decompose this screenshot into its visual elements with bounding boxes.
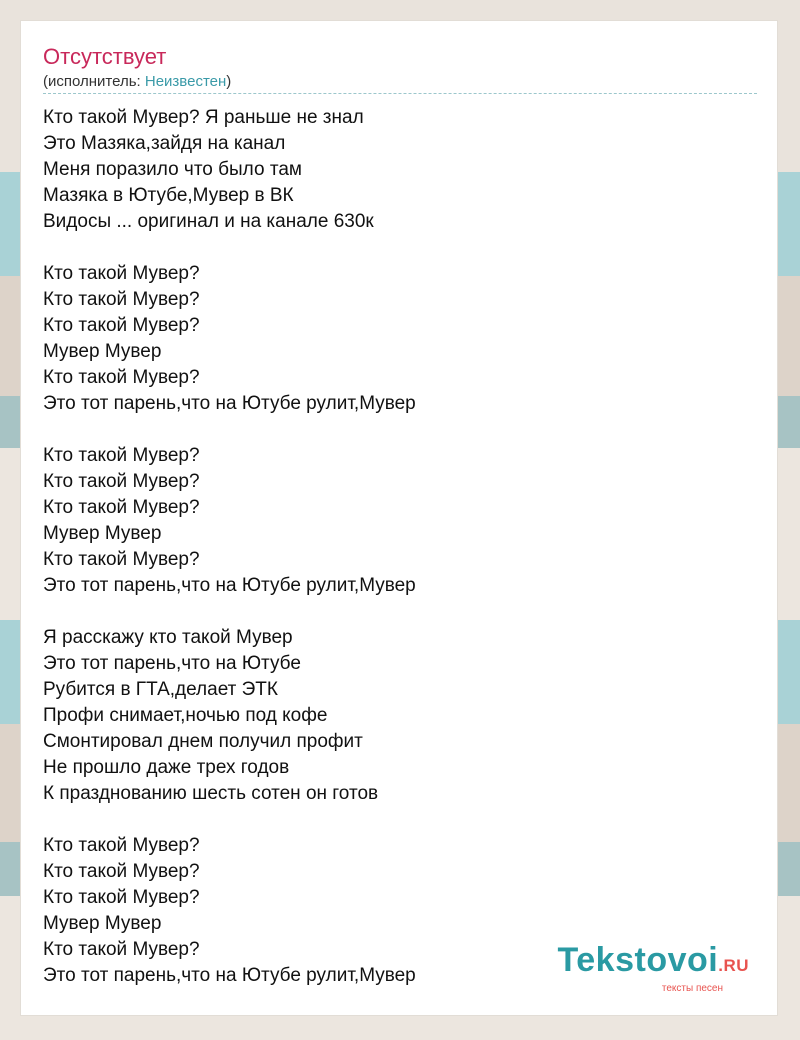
artist-link[interactable]: Неизвестен xyxy=(144,73,227,90)
artist-suffix: ) xyxy=(226,73,232,90)
lyrics-card xyxy=(20,20,778,1016)
site-logo[interactable] xyxy=(558,943,749,995)
artist-prefix: (исполнитель: xyxy=(43,73,145,90)
lyrics-text: Кто такой Мувер? Я раньше не знал Это Мазяка,зайдя на канал Меня поразило что было там Мазяка в Ютубе,Мувер в ВК Видосы ... оригинал и на канале 630к Кто такой Мувер? Кто такой Мувер? Кто такой Мувер? Мувер Мувер Кто такой Мувер? Это тот парень,что на Ютубе рулит,Мувер Кто такой Мувер? Кто такой Мувер? Кто такой Мувер? Мувер Мувер Кто такой Мувер? Это тот парень,что на Ютубе рулит,Мувер Я расскажу кто такой Мувер Это тот парень,что на Ютубе Рубится в ГТА,делает ЭТК Профи снимает,ночью под кофе Смонтировал днем получил профит Не прошло даже трех годов К празднованию шесть сотен он готов Кто такой Мувер? Кто такой Мувер? Кто такой Мувер? Мувер Мувер Кто такой Мувер? Это тот парень,что на Ютубе рулит,Мувер xyxy=(43,107,416,986)
song-title: Отсутствует xyxy=(43,44,167,69)
logo-subtitle: тексты песен xyxy=(661,983,723,994)
logo-wordmark xyxy=(558,943,749,983)
logo-tld: .RU xyxy=(718,956,749,975)
artist-line xyxy=(43,72,231,92)
title-divider xyxy=(43,93,757,94)
logo-name: Tekstovoi xyxy=(557,941,719,979)
